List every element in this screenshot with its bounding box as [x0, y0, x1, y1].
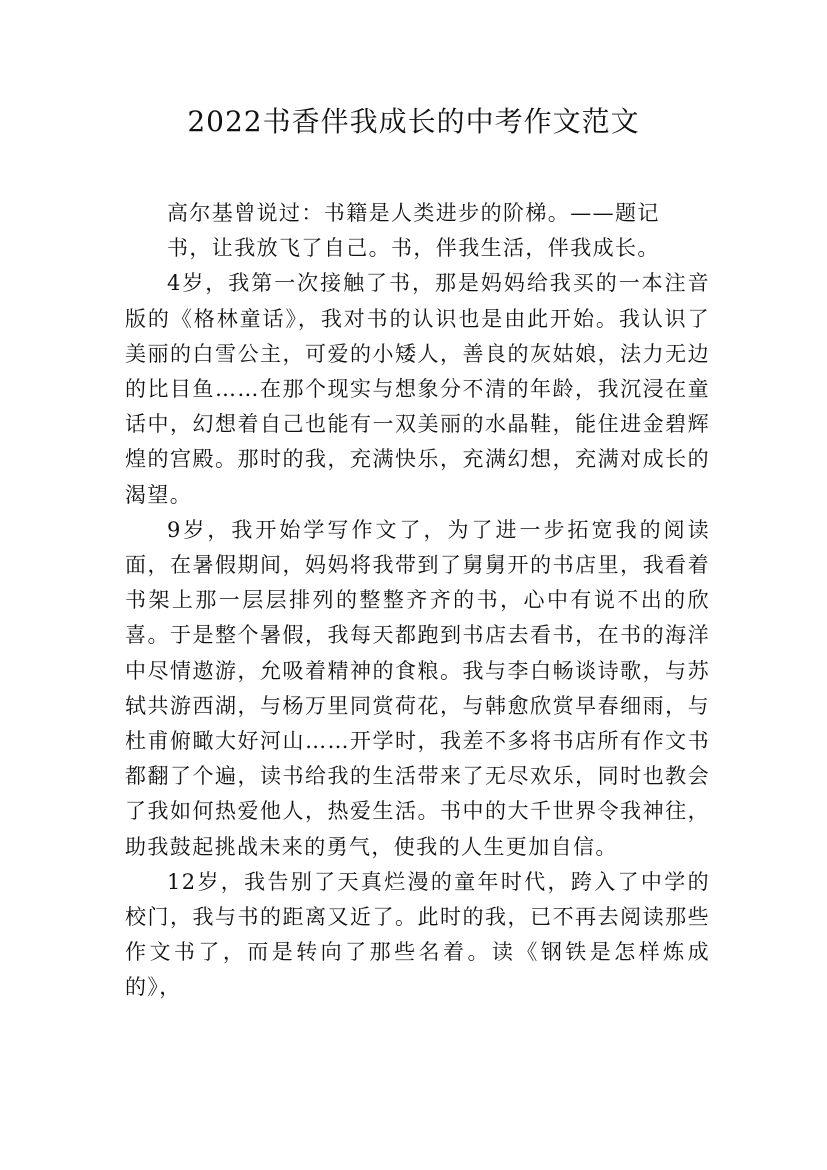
paragraph-intro: 书，让我放飞了自己。书，伴我生活，伴我成长。 [167, 236, 660, 261]
paragraph-age-12: 12岁，我告别了天真烂漫的童年时代，跨入了中学的校门，我与书的距离又近了。此时的我，已不再去阅读那些作文书了，而是转向了那些名着。读《钢铁是怎样炼成的》， [125, 869, 710, 1000]
document-title: 2022书香伴我成长的中考作文范文 [187, 105, 640, 138]
document-body [125, 196, 710, 1006]
paragraph-epigraph: 高尔基曾说过：书籍是人类进步的阶梯。——题记 [167, 201, 660, 225]
paragraph-age-4: 4岁，我第一次接触了书，那是妈妈给我买的一本注音版的《格林童话》，我对书的认识也是由此开始。我认识了美丽的白雪公主，可爱的小矮人，善良的灰姑娘，法力无边的比目鱼……在那个现实与想象分不清的年龄，我沉浸在童话中，幻想着自己也能有一双美丽的水晶鞋，能住进金碧辉煌的宫殿。那时的我，充满快乐，充满幻想，充满对成长的渴望。 [125, 271, 710, 507]
paragraph-age-9: 9岁，我开始学写作文了，为了进一步拓宽我的阅读面，在暑假期间，妈妈将我带到了舅舅开的书店里，我看着书架上那一层层排列的整整齐齐的书，心中有说不出的欣喜。于是整个暑假，我每天都跑到书店去看书，在书的海洋中尽情遨游，允吸着精神的食粮。我与李白畅谈诗歌，与苏轼共游西湖，与杨万里同赏荷花，与韩愈欣赏早春细雨，与杜甫俯瞰大好河山……开学时，我差不多将书店所有作文书都翻了个遍，读书给我的生活带来了无尽欢乐，同时也教会了我如何热爱他人，热爱生活。书中的大千世界令我神往，助我鼓起挑战未来的勇气，使我的人生更加自信。 [125, 517, 710, 859]
